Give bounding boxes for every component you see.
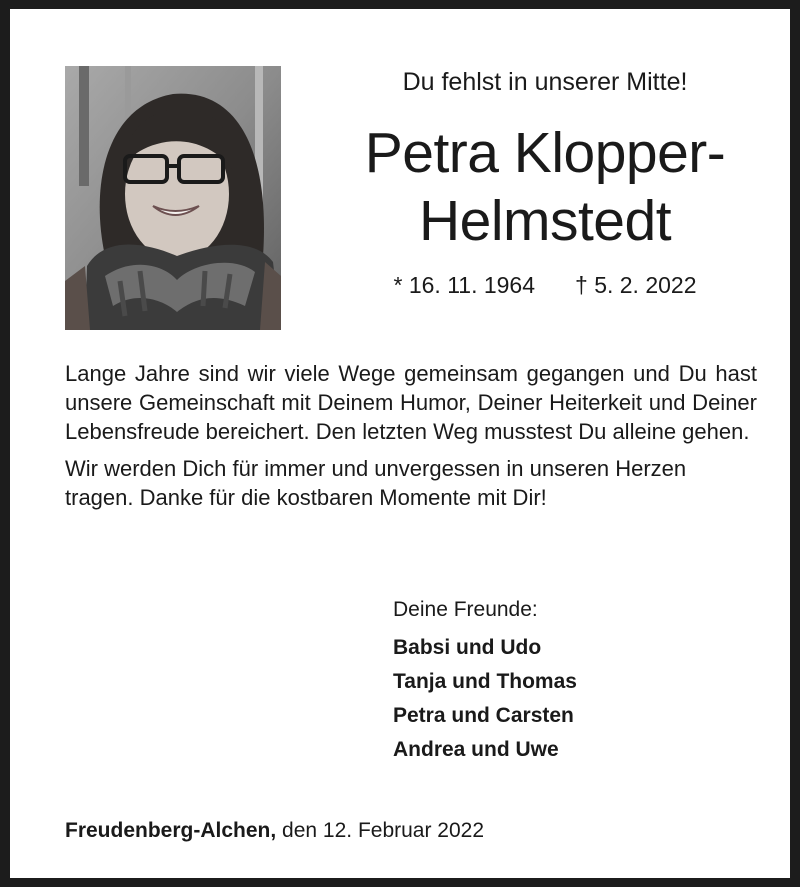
friend-name: Andrea und Uwe — [393, 738, 559, 761]
publication-date: den 12. Februar 2022 — [282, 819, 485, 842]
deceased-name — [300, 119, 790, 255]
birth-date: * 16. 11. 1964 — [393, 272, 536, 298]
life-dates — [310, 271, 780, 299]
friends-intro: Deine Freunde: — [393, 598, 538, 621]
place-name: Freudenberg-Alchen, — [65, 819, 277, 842]
name-line-2: Helmstedt — [418, 189, 672, 253]
paragraph-1: Lange Jahre sind wir viele Wege gemeinsam gegangen und Du hast unsere Gemeinschaft mit Deinem Humor, Deiner Heiterkeit und Deiner Lebensfreude bereichert. Den letzten Weg musstest Du alleine gehen. — [65, 361, 757, 444]
name-line-1: Petra Klopper- — [364, 121, 726, 185]
obituary-text — [65, 359, 757, 512]
friends-list — [393, 631, 577, 767]
friend-name: Babsi und Udo — [393, 636, 542, 659]
motto: Du fehlst in unserer Mitte! — [402, 68, 688, 96]
place-and-date — [65, 817, 484, 845]
paragraph-2: Wir werden Dich für immer und unvergessen in unseren Herzen tragen. Danke für die kostbaren Momente mit Dir! — [65, 456, 687, 510]
death-date: † 5. 2. 2022 — [575, 272, 697, 298]
friend-name: Petra und Carsten — [393, 704, 574, 727]
friend-name: Tanja und Thomas — [393, 670, 577, 693]
portrait-photo — [65, 66, 281, 330]
